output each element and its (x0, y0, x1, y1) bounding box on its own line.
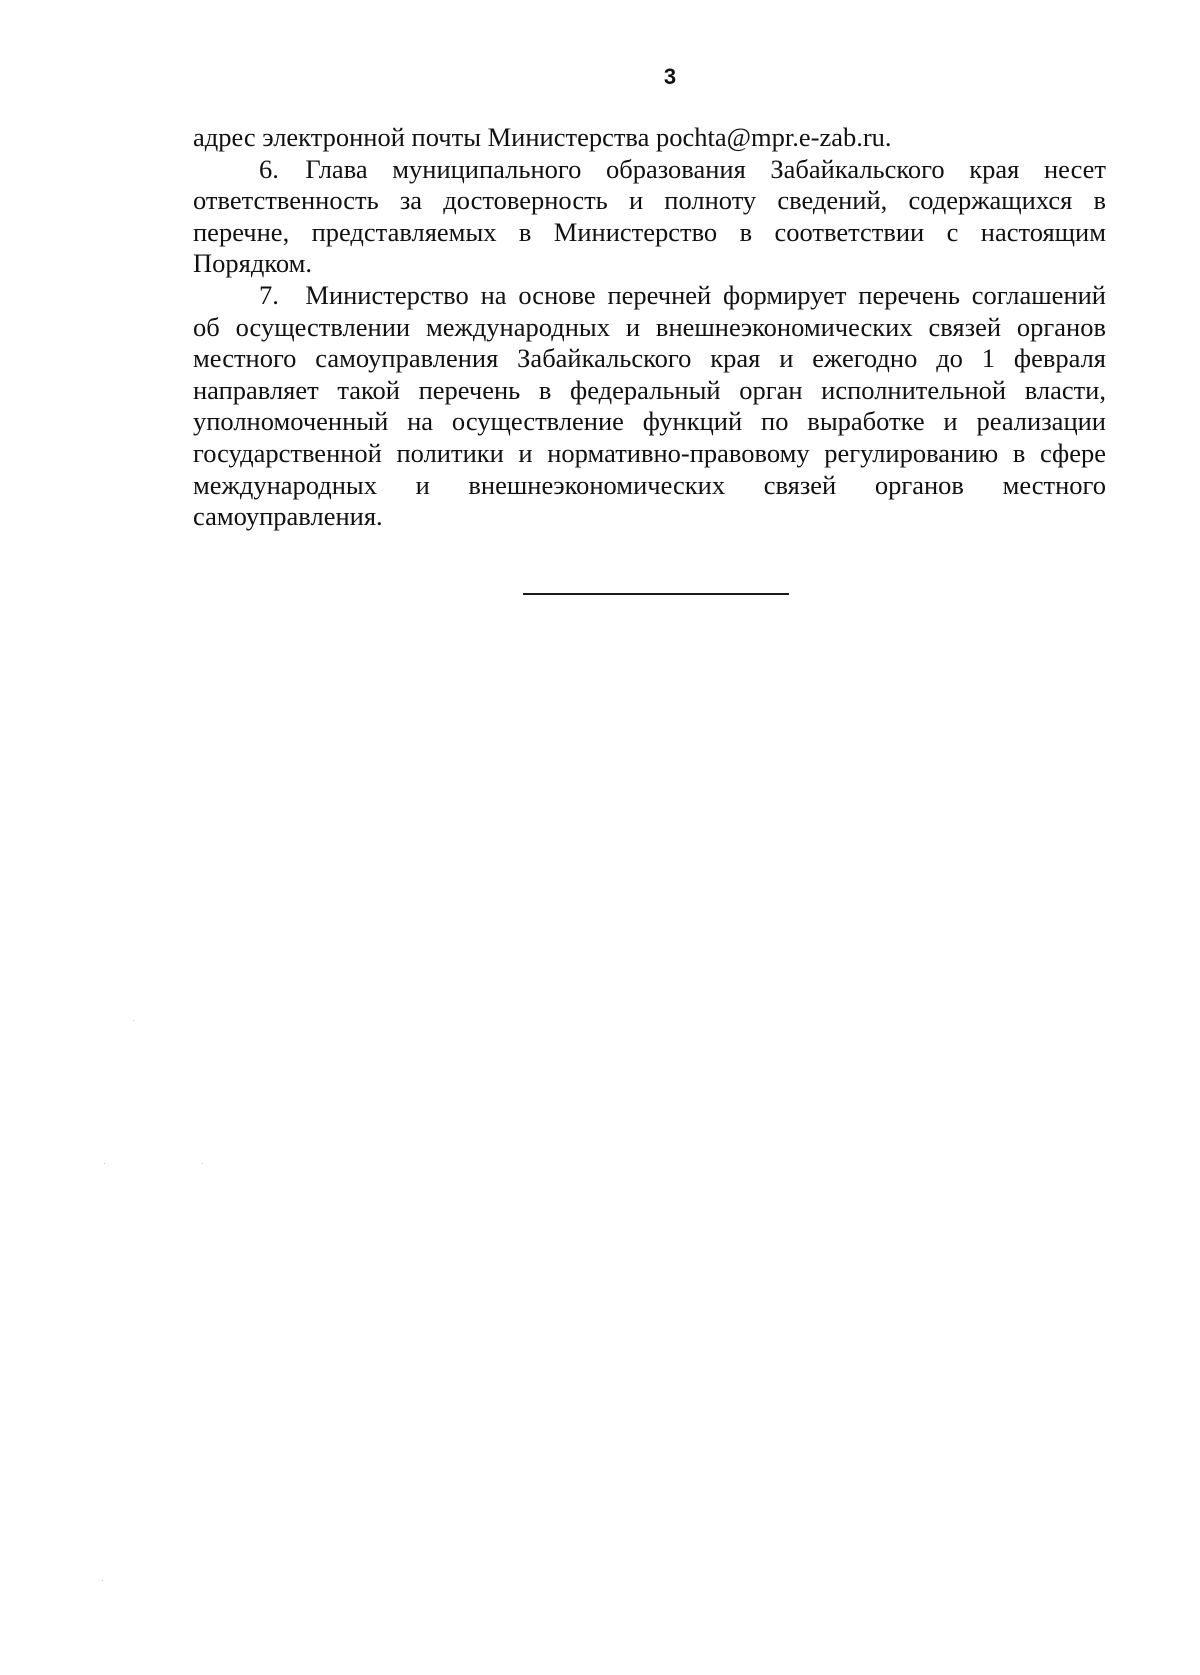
end-of-document-rule (523, 593, 789, 595)
page-number-text: 3 (663, 64, 677, 89)
scan-artifact (104, 1163, 105, 1164)
scan-artifact (133, 1020, 134, 1021)
paragraph-item-6: 6. Глава муниципального образования Забайкальского края несет ответственность за достоверность и полноту сведений, содержащихся в перечне, представляемых в Министерство в соответствии с настоящим Порядком. (193, 153, 1106, 279)
scan-artifact (202, 1163, 203, 1164)
scan-artifact (102, 1580, 103, 1581)
document-body (193, 122, 1106, 533)
paragraph-item-7: 7. Министерство на основе перечней формирует перечень соглашений об осуществлении международных и внешнеэкономических связей органов местного самоуправления Забайкальского края и ежегодно до 1 февраля направляет такой перечень в федеральный орган исполнительной власти, уполномоченный на осуществление функций по выработке и реализации государственной политики и нормативно-правовому регулированию в сфере международных и внешнеэкономических связей органов местного самоуправления. (193, 279, 1106, 532)
paragraph-continuation: адрес электронной почты Министерства pochta@mpr.e-zab.ru. (193, 122, 892, 152)
page-number (0, 64, 1200, 90)
